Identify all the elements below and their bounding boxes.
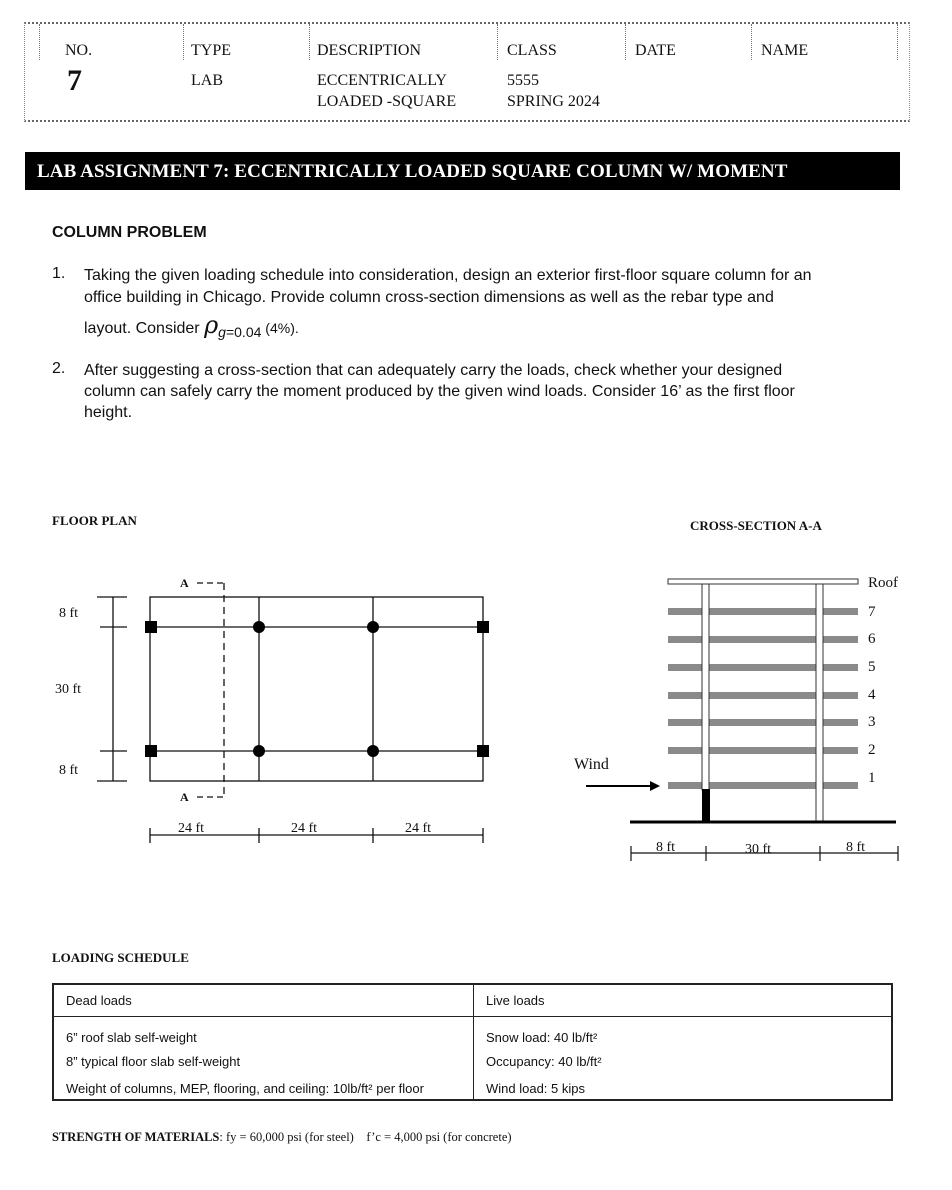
round-column [253, 745, 265, 757]
floor-plan-dim-8ft-bottom: 8 ft [59, 763, 79, 778]
cross-section-label: CROSS-SECTION A-A [690, 518, 822, 533]
section-marker-bottom: A [180, 790, 189, 804]
square-column [145, 745, 157, 757]
floor-slab-6 [668, 636, 858, 643]
round-column [367, 621, 379, 633]
question-2-line-1: After suggesting a cross-section that can adequately carry the loads, check whether your designed [84, 362, 783, 379]
header-label-type: TYPE [191, 42, 231, 59]
assignment-number: 7 [67, 64, 82, 97]
class-number: 5555 [507, 72, 539, 89]
round-column [367, 745, 379, 757]
level-label-7: 7 [868, 604, 876, 620]
level-label-2: 2 [868, 742, 876, 758]
question-1-line-2: office building in Chicago. Provide column cross-section dimensions as well as the rebar type and [84, 289, 774, 306]
floor-plan-dim-24ft-3: 24 ft [405, 821, 432, 836]
rho-subscript: g [218, 324, 226, 341]
table-column-divider [473, 985, 474, 1099]
header-label-description: DESCRIPTION [317, 42, 422, 59]
dead-load-row: Weight of columns, MEP, flooring, and ceiling: 10lb/ft² per floor [66, 1081, 424, 1096]
description-line-1: ECCENTRICALLY [317, 72, 447, 89]
wind-arrow-head [650, 781, 660, 791]
level-label-1: 1 [868, 770, 876, 786]
question-1-number: 1. [52, 265, 66, 282]
cross-section-drawing [586, 579, 898, 861]
materials-concrete: f’c = 4,000 psi (for concrete) [366, 1130, 512, 1144]
floor-slab-2 [668, 747, 858, 754]
table-header-live-loads: Live loads [486, 993, 545, 1008]
materials-steel: : fy = 60,000 psi (for steel) [219, 1130, 354, 1144]
level-label-roof: Roof [868, 575, 898, 591]
right-column [816, 584, 823, 822]
dead-load-row: 6” roof slab self-weight [66, 1030, 197, 1045]
question-2-number: 2. [52, 360, 66, 377]
page-title: LAB ASSIGNMENT 7: ECCENTRICALLY LOADED SQUARE COLUMN W/ MOMENT [25, 152, 900, 190]
header-label-class: CLASS [507, 42, 557, 59]
square-column [477, 621, 489, 633]
floor-plan-label: FLOOR PLAN [52, 513, 137, 528]
square-column [145, 621, 157, 633]
section-dim-8ft-left: 8 ft [656, 840, 676, 855]
building-outline [150, 597, 483, 781]
square-column [477, 745, 489, 757]
live-load-row: Occupancy: 40 lb/ft² [486, 1054, 602, 1069]
floor-slab-5 [668, 664, 858, 671]
wind-label: Wind [574, 756, 609, 773]
first-floor-column [702, 789, 710, 822]
question-1-line-3-prefix: layout. Consider [84, 320, 205, 337]
floor-plan-dim-24ft-2: 24 ft [291, 821, 318, 836]
header-label-name: NAME [761, 42, 809, 59]
floor-slab-3 [668, 719, 858, 726]
dead-load-row: 8” typical floor slab self-weight [66, 1054, 241, 1069]
materials-label: STRENGTH OF MATERIALS [52, 1130, 220, 1144]
section-dim-8ft-right: 8 ft [846, 840, 866, 855]
roof-slab [668, 579, 858, 584]
level-label-6: 6 [868, 631, 876, 647]
floor-plan-dim-24ft-1: 24 ft [178, 821, 205, 836]
question-2-line-3: height. [84, 404, 133, 421]
description-line-2: LOADED -SQUARE [317, 93, 457, 110]
live-load-row: Snow load: 40 lb/ft² [486, 1030, 598, 1045]
section-title: COLUMN PROBLEM [52, 224, 207, 241]
assignment-type: LAB [191, 72, 223, 89]
strength-of-materials [52, 1130, 512, 1145]
class-term: SPRING 2024 [507, 93, 600, 110]
level-label-4: 4 [868, 687, 876, 703]
level-label-3: 3 [868, 714, 876, 730]
floor-plan-dim-8ft-top: 8 ft [59, 606, 79, 621]
section-marker-top: A [180, 576, 189, 590]
loading-schedule-table [52, 983, 893, 1101]
live-load-row: Wind load: 5 kips [486, 1081, 585, 1096]
table-header-dead-loads: Dead loads [66, 993, 132, 1008]
header-label-no: NO. [65, 42, 93, 59]
floor-slab-7 [668, 608, 858, 615]
section-dim-30ft: 30 ft [745, 842, 772, 857]
floor-slab-4 [668, 692, 858, 699]
floor-plan-dim-30ft: 30 ft [55, 682, 82, 697]
question-1-line-1: Taking the given loading schedule into consideration, design an exterior first-floor square column for an [84, 267, 812, 284]
header-label-date: DATE [635, 42, 676, 59]
question-1-line-3-suffix: (4%). [261, 320, 299, 336]
loading-schedule-label: LOADING SCHEDULE [52, 950, 189, 965]
rho-value: =0.04 [225, 324, 262, 340]
level-label-5: 5 [868, 659, 876, 675]
floor-slab-1 [668, 782, 858, 789]
round-column [253, 621, 265, 633]
rho-symbol: ρ [204, 311, 219, 339]
left-column [702, 584, 709, 790]
question-2-line-2: column can safely carry the moment produced by the given wind loads. Consider 16’ as the first floor [84, 383, 795, 400]
